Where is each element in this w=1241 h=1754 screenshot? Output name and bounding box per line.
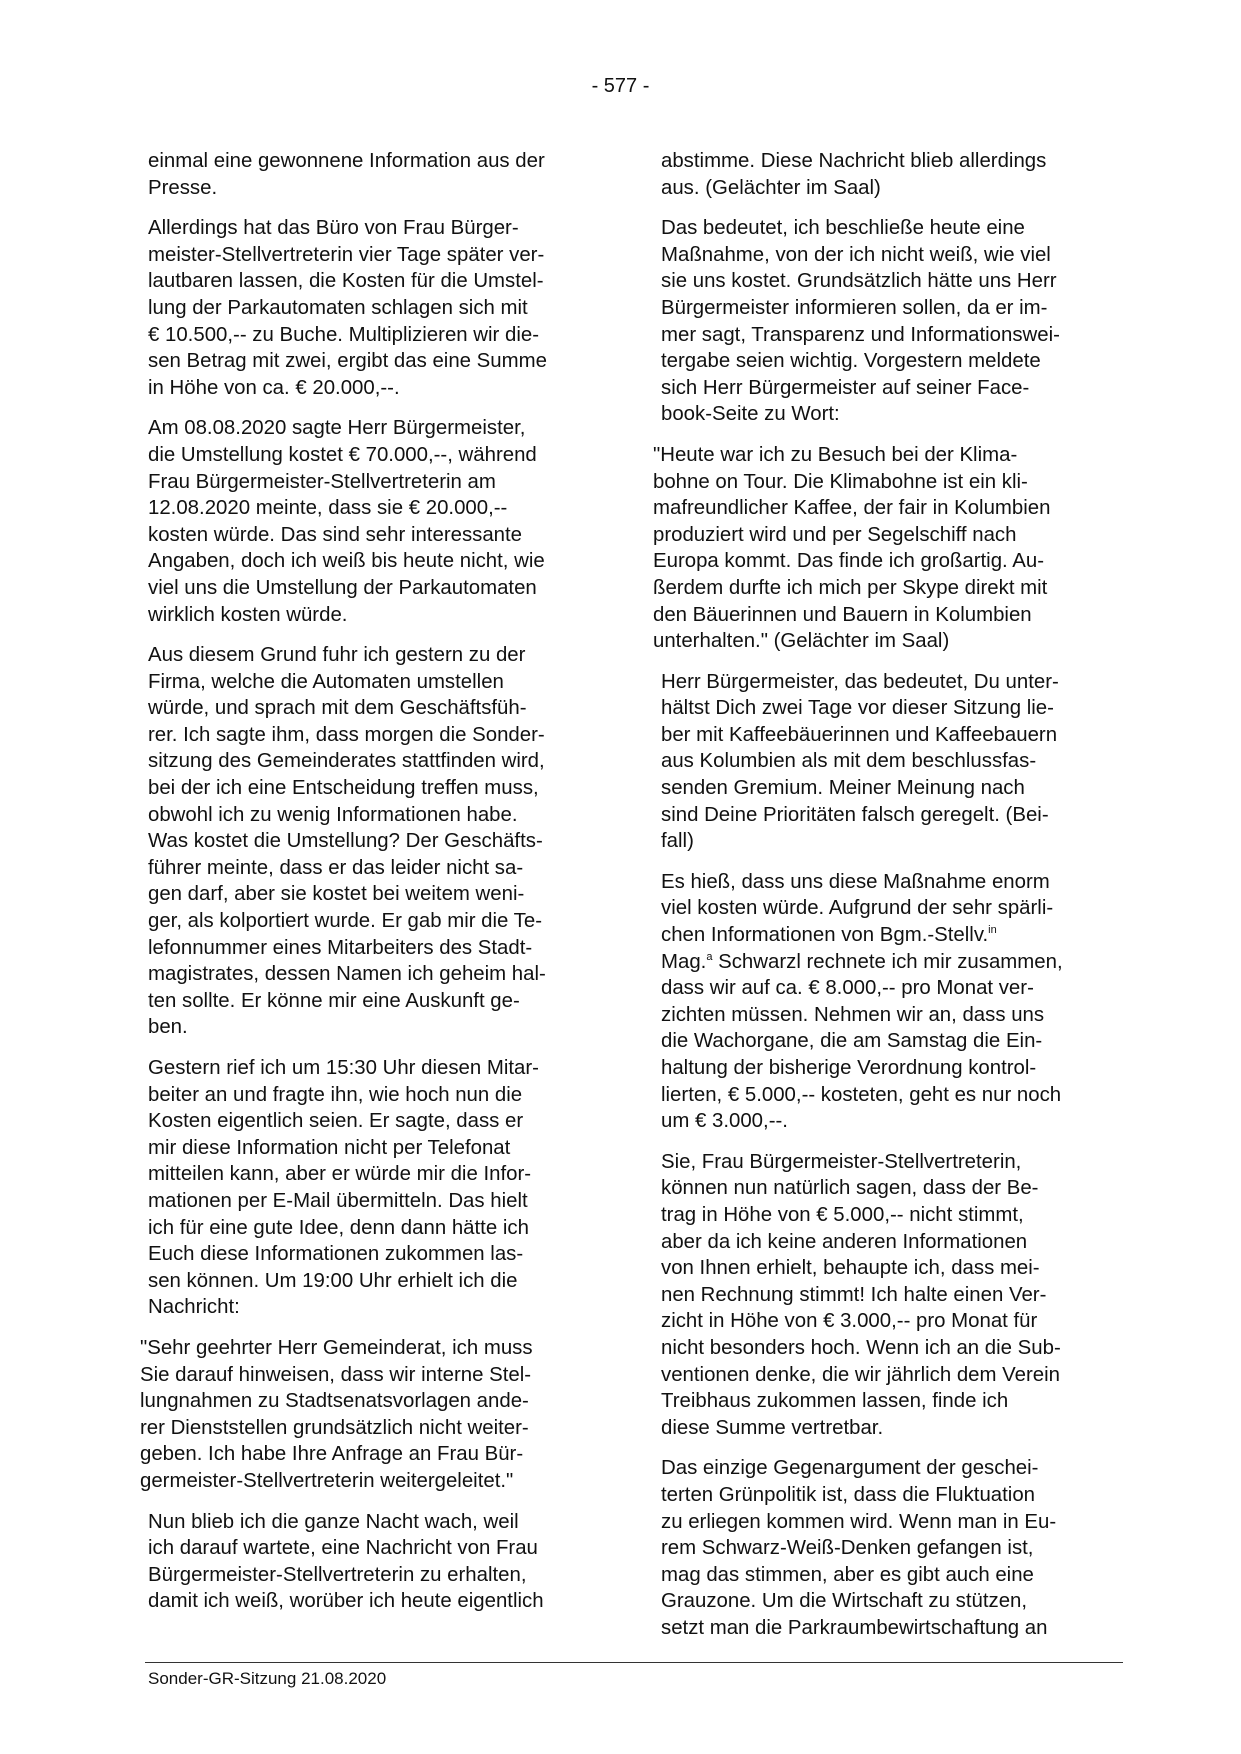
paragraph: einmal eine gewonnene Information aus der Presse. <box>148 150 545 199</box>
left-column <box>140 148 608 1629</box>
superscript: a <box>706 950 713 963</box>
paragraph: Allerdings hat das Büro von Frau Bürger- meister-Stellvertreterin vier Tage später ver- lautbaren lassen, die Kosten für die Umstel- lung der Parkautomaten schlagen sich mit € 10.500,-- zu Buche. Multiplizieren wir die- sen Betrag mit zwei, ergibt das eine Summe in Höhe von ca. € 20.000,--. <box>148 217 547 399</box>
paragraph: Gestern rief ich um 15:30 Uhr diesen Mitar- beiter an und fragte ihn, wie hoch nun die Kosten eigentlich seien. Er sagte, dass er mir diese Information nicht per Telefonat mitteilen kann, aber er würde mir die Infor- mationen per E-Mail übermitteln. Das hielt ich für eine gute Idee, denn dann hätte ich Euch diese Informationen zukommen las- sen können. Um 19:00 Uhr erhielt ich die Nachricht: <box>148 1057 539 1319</box>
paragraph: Aus diesem Grund fuhr ich gestern zu der Firma, welche die Automaten umstellen würde, und sprach mit dem Geschäftsfüh- rer. Ich sagte ihm, dass morgen die Sonder- sitzung des Gemeinderates stattfinden wird, bei der ich eine Entscheidung treffen muss, obwohl ich zu wenig Informationen habe. Was kostet die Umstellung? Der Geschäfts- führer meinte, dass er das leider nicht sa- gen darf, aber sie kostet bei weitem weni- ger, als kolportiert wurde. Er gab mir die Te- lefonnummer eines Mitarbeiters des Stadt- magistrates, dessen Namen ich geheim hal- ten sollte. Er könne mir eine Auskunft ge- ben. <box>148 644 546 1039</box>
quoted-paragraph: "Heute war ich zu Besuch bei der Klima- bohne on Tour. Die Klimabohne ist ein kli- mafreundlicher Kaffee, der fair in Kolumbien produziert wird und per Segelschiff nach Europa kommt. Das finde ich großartig. Au- ßerdem durfte ich mich per Skype direkt mit den Bäuerinnen und Bauern in Kolumbien unterhalten." (Gelächter im Saal) <box>653 443 1051 653</box>
right-column <box>653 148 1121 1655</box>
text-segment: Mag. <box>661 950 707 973</box>
text-segment: Schwarzl rechnete ich mir zusammen, dass wir auf ca. € 8.000,-- pro Monat ver- zichten müssen. Nehmen wir an, dass uns die Wachorgane, die am Samstag die Ein- haltung der bisherige Verordnung kontrol- lierten, € 5.000,-- kosteten, geht es nur noch um € 3.000,--. <box>661 950 1063 1133</box>
paragraph: Das bedeutet, ich beschließe heute eine Maßnahme, von der ich nicht weiß, wie viel sie uns kostet. Grundsätzlich hätte uns Herr Bürgermeister informieren sollen, da er im- mer sagt, Transparenz und Informationswei- tergabe seien wichtig. Vorgestern meldete sich Herr Bürgermeister auf seiner Face- book-Seite zu Wort: <box>661 217 1060 426</box>
paragraph: abstimme. Diese Nachricht blieb allerdings aus. (Gelächter im Saal) <box>661 150 1047 199</box>
page-number: - 577 - <box>591 75 650 97</box>
footer-divider <box>145 1662 1123 1663</box>
paragraph: Das einzige Gegenargument der geschei- terten Grünpolitik ist, dass die Fluktuation zu erliegen kommen wird. Wenn man in Eu- rem Schwarz-Weiß-Denken gefangen ist, mag das stimmen, aber es gibt auch eine Grauzone. Um die Wirtschaft zu stützen, setzt man die Parkraumbewirtschaftung an <box>661 1457 1057 1639</box>
footer-text: Sonder-GR-Sitzung 21.08.2020 <box>148 1669 387 1688</box>
quoted-paragraph: "Sehr geehrter Herr Gemeinderat, ich muss Sie darauf hinweisen, dass wir interne Stel- lungnahmen zu Stadtsenatsvorlagen ande- rer Dienststellen grundsätzlich nicht weiter- geben. Ich habe Ihre Anfrage an Frau Bür- germeister-Stellvertreterin weitergeleitet." <box>140 1336 533 1492</box>
paragraph-with-superscripts <box>661 869 1121 1135</box>
superscript: in <box>988 924 997 937</box>
paragraph: Nun blieb ich die ganze Nacht wach, weil ich darauf wartete, eine Nachricht von Frau Bürgermeister-Stellvertreterin zu erhalten, damit ich weiß, worüber ich heute eigentlich <box>148 1510 544 1613</box>
paragraph: Herr Bürgermeister, das bedeutet, Du unter- hältst Dich zwei Tage vor dieser Sitzung lie- ber mit Kaffeebäuerinnen und Kaffeebauern aus Kolumbien als mit dem beschlussfas- senden Gremium. Meiner Meinung nach sind Deine Prioritäten falsch geregelt. (Bei- fall) <box>661 670 1059 853</box>
text-segment: Es hieß, dass uns diese Maßnahme enorm viel kosten würde. Aufgrund der sehr spärli- chen Informationen von Bgm.-Stellv. <box>661 870 1054 947</box>
paragraph: Am 08.08.2020 sagte Herr Bürgermeister, die Umstellung kostet € 70.000,--, während Frau Bürgermeister-Stellvertreterin am 12.08.2020 meinte, dass sie € 20.000,-- kosten würde. Das sind sehr interessante Angaben, doch ich weiß bis heute nicht, wie viel uns die Umstellung der Parkautomaten wirklich kosten würde. <box>148 417 545 626</box>
paragraph: Sie, Frau Bürgermeister-Stellvertreterin, können nun natürlich sagen, dass der Be- trag in Höhe von € 5.000,-- nicht stimmt, aber da ich keine anderen Informationen von Ihnen erhielt, behaupte ich, dass mei- nen Rechnung stimmt! Ich halte einen Ver- zicht in Höhe von € 3.000,-- pro Monat für nicht besonders hoch. Wenn ich an die Sub- ventionen denke, die wir jährlich dem Verein Treibhaus zukommen lassen, finde ich diese Summe vertretbar. <box>661 1150 1061 1439</box>
